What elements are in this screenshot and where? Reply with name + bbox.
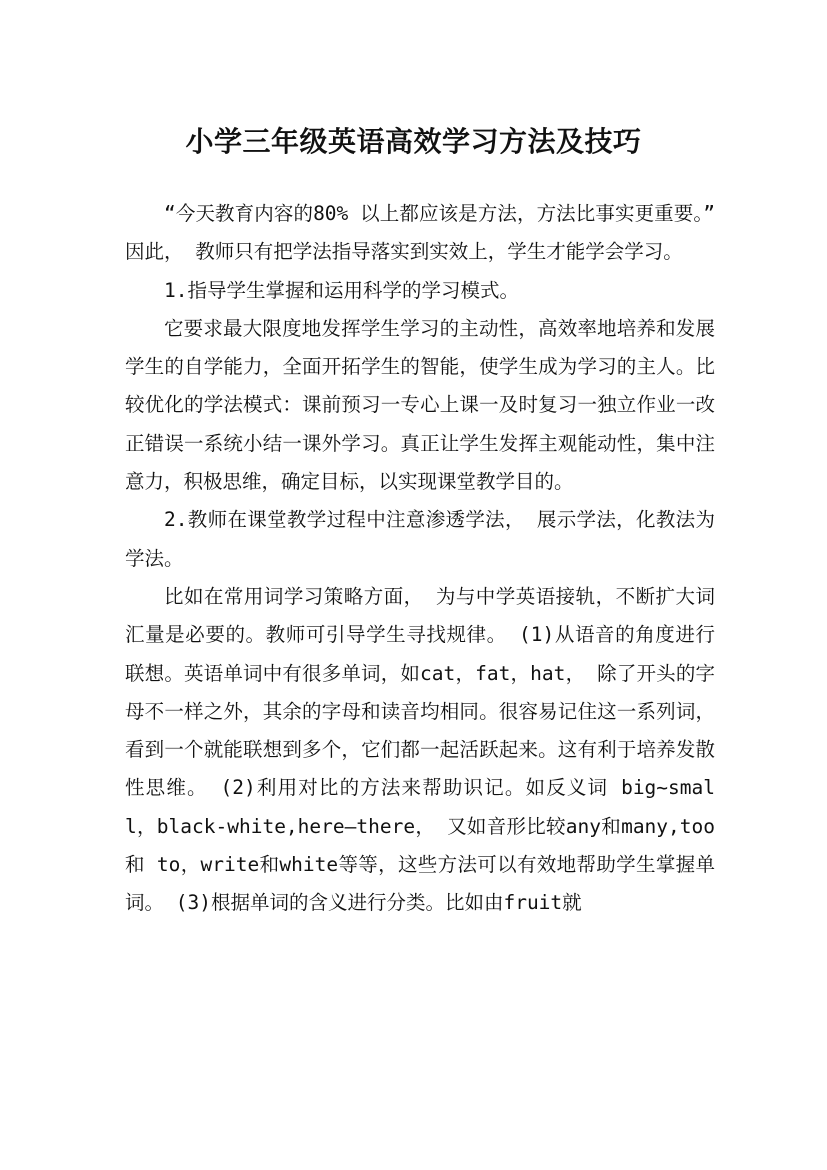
paragraph-point-2-heading: 2.教师在课堂教学过程中注意渗透学法， 展示学法，化教法为学法。 xyxy=(125,508,715,570)
document-body xyxy=(125,195,715,923)
paragraph-quote-intro: “今天教育内容的80% 以上都应该是方法，方法比事实更重要。” 因此， 教师只有把学法指导落实到实效上，学生才能学会学习。 xyxy=(125,202,715,264)
document-title: 小学三年级英语高效学习方法及技巧 xyxy=(185,124,642,158)
paragraph-vocabulary-strategies: 比如在常用词学习策略方面， 为与中学英语接轨，不断扩大词汇量是必要的。教师可引导学生寻找规律。 (1)从语音的角度进行联想。英语单词中有很多单词，如cat，fat，hat， 除了开头的字母不一样之外，其余的字母和读音均相同。很容易记住这一系列词，看到一个就能联想到多个，它们都一起活跃起来。这有利于培养发散性思维。 (2)利用对比的方法来帮助识记。如反义词 big~small，black-white,here—there， 又如音形比较any和many,too和 to，write和white等等，这些方法可以有效地帮助学生掌握单词。 (3)根据单词的含义进行分类。比如由fruit就 xyxy=(125,584,715,915)
paragraph-learning-model: 它要求最大限度地发挥学生学习的主动性，高效率地培养和发展学生的自学能力，全面开拓学生的智能，使学生成为学习的主人。比较优化的学法模式：课前预习一专心上课一及时复习一独立作业一改正错误一系统小结一课外学习。真正让学生发挥主观能动性，集中注意力，积极思维，确定目标，以实现课堂教学目的。 xyxy=(125,316,715,494)
paragraph-point-1-heading: 1.指导学生掌握和运用科学的学习模式。 xyxy=(164,278,519,302)
